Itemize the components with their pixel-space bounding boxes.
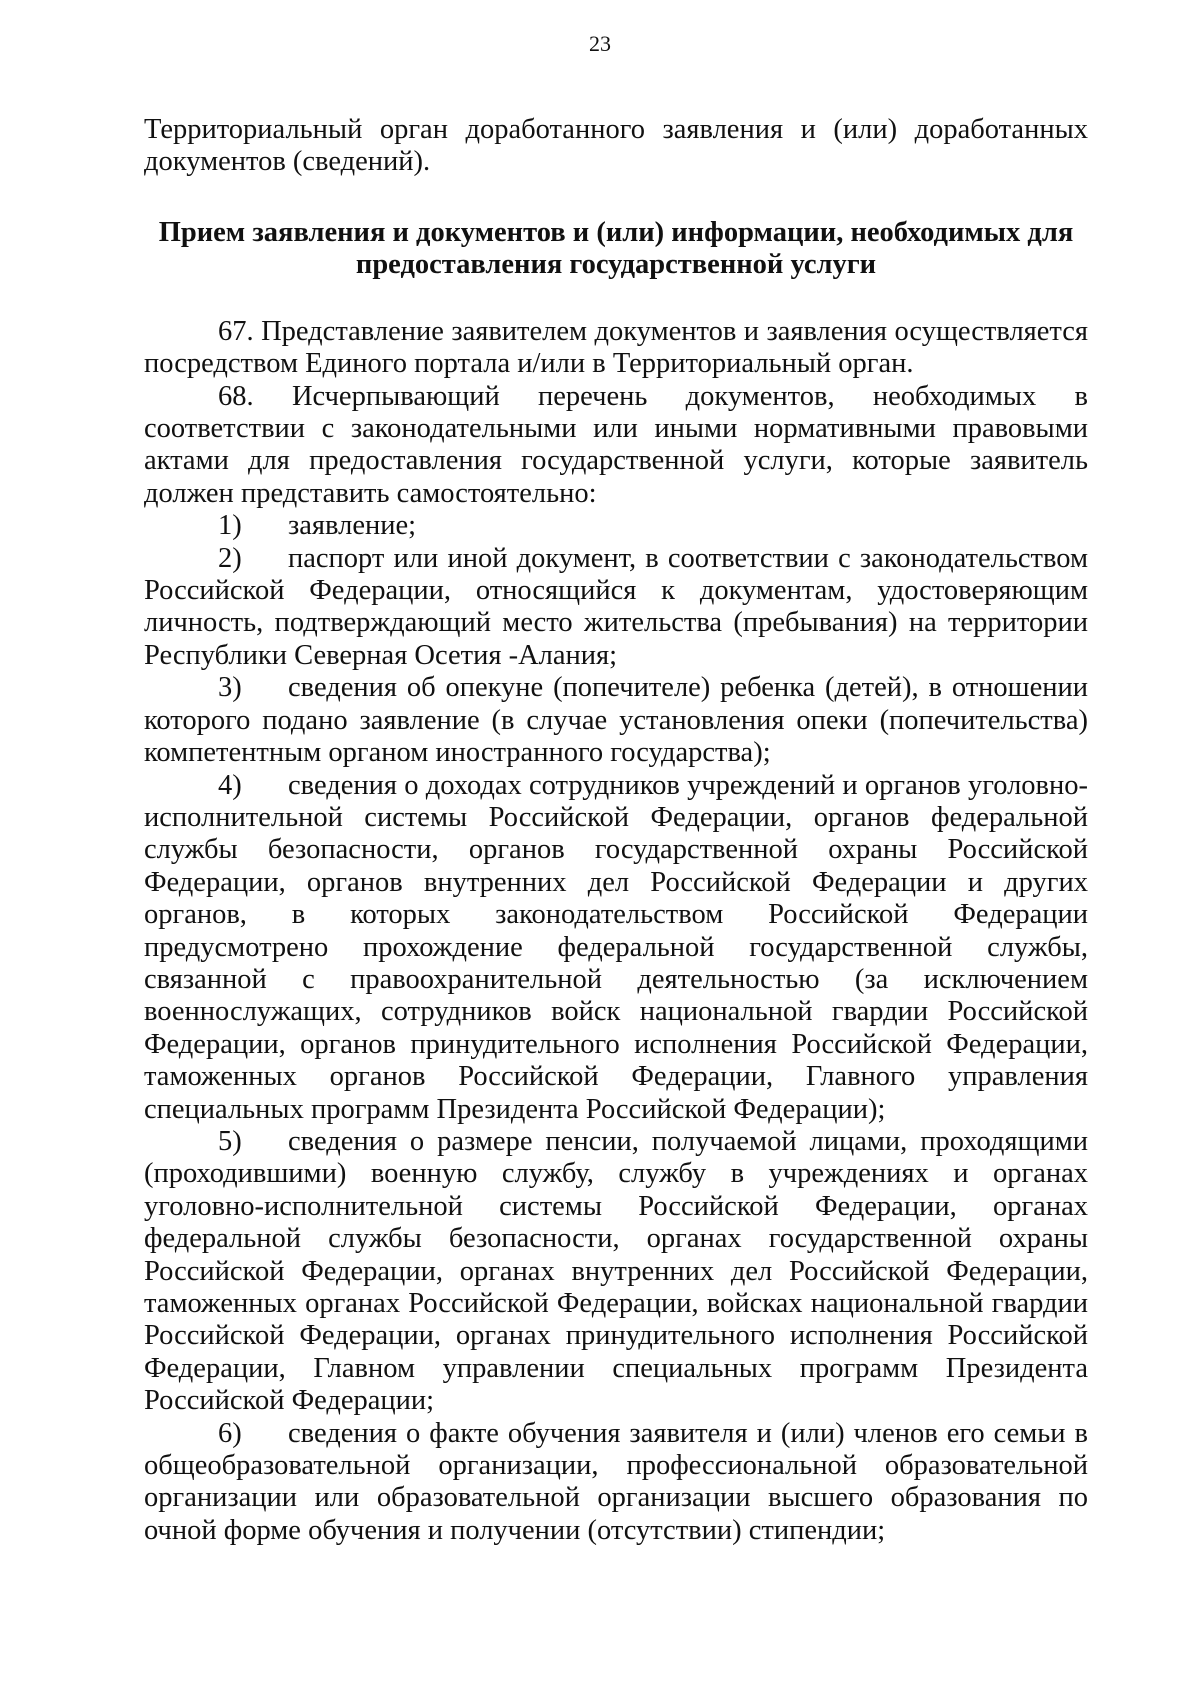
list-item-text: сведения о факте обучения заявителя и (или) членов его семьи в общеобразовательной организации, профессиональной образовательной организации или образовательной организации высшего образования по очной форме обучения и получении (отсутствии) стипендии;	[144, 1417, 1088, 1546]
list-item-text: заявление;	[288, 510, 417, 542]
paragraph-67: 67. Представление заявителем документов и заявления осуществляется посредством Единого портала и/или в Территориальный орган.	[144, 315, 1088, 380]
list-item	[144, 510, 1088, 542]
paragraph-68: 68. Исчерпывающий перечень документов, необходимых в соответствии с законодательными или иными нормативными правовыми актами для предоставления государственной услуги, которые заявитель должен представить самостоятельно:	[144, 380, 1088, 509]
list-item	[144, 672, 1088, 769]
page-body	[144, 114, 1088, 1547]
list-item-text: сведения о доходах сотрудников учреждений и органов уголовно-исполнительной системы Российской Федерации, органов федеральной службы безопасности, органов государственной охраны Российской Федерации, органов внутренних дел Российской Федерации и других органов, в которых законодательством Российской Федерации предусмотрено прохождение федеральной государственной службы, связанной с правоохранительной деятельностью (за исключением военнослужащих, сотрудников войск национальной гвардии Российской Федерации, органов принудительного исполнения Российской Федерации, таможенных органов Российской Федерации, Главного управления специальных программ Президента Российской Федерации);	[144, 769, 1088, 1125]
section-heading-line-2: предоставления государственной услуги	[355, 248, 877, 280]
intro-paragraph: Территориальный орган доработанного заявления и (или) доработанных документов (сведений).	[144, 114, 1088, 178]
list-item	[144, 770, 1088, 1126]
list-item-number: 4)	[218, 769, 242, 801]
list-item-number: 5)	[218, 1125, 242, 1157]
list-item-number: 6)	[218, 1417, 242, 1449]
list-item-text: паспорт или иной документ, в соответствии с законодательством Российской Федерации, относящийся к документам, удостоверяющим личность, подтверждающий место жительства (пребывания) на территории Республики Северная Осетия -Алания;	[144, 542, 1088, 671]
list-item-number: 3)	[218, 672, 242, 704]
list-item-text: сведения о размере пенсии, получаемой лицами, проходящими (проходившими) военную службу, службу в учреждениях и органах уголовно-исполнительной системы Российской Федерации, органах федеральной службы безопасности, органах государственной охраны Российской Федерации, органах внутренних дел Российской Федерации, таможенных органах Российской Федерации, войсках национальной гвардии Российской Федерации, органах принудительного исполнения Российской Федерации, Главном управлении специальных программ Президента Российской Федерации;	[144, 1125, 1088, 1417]
page-number: 23	[589, 31, 611, 56]
list-item	[144, 1126, 1088, 1418]
section-heading	[144, 217, 1088, 281]
list-item-number: 2)	[218, 542, 242, 574]
list-item-text: сведения об опекуне (попечителе) ребенка (детей), в отношении которого подано заявление (в случае установления опеки (попечительства) компетентным органом иностранного государства);	[144, 672, 1088, 769]
list-item	[144, 543, 1088, 673]
section-heading-line-1: Прием заявления и документов и (или) информации, необходимых для	[158, 216, 1074, 248]
list-item	[144, 1418, 1088, 1548]
list-item-number: 1)	[218, 510, 242, 542]
